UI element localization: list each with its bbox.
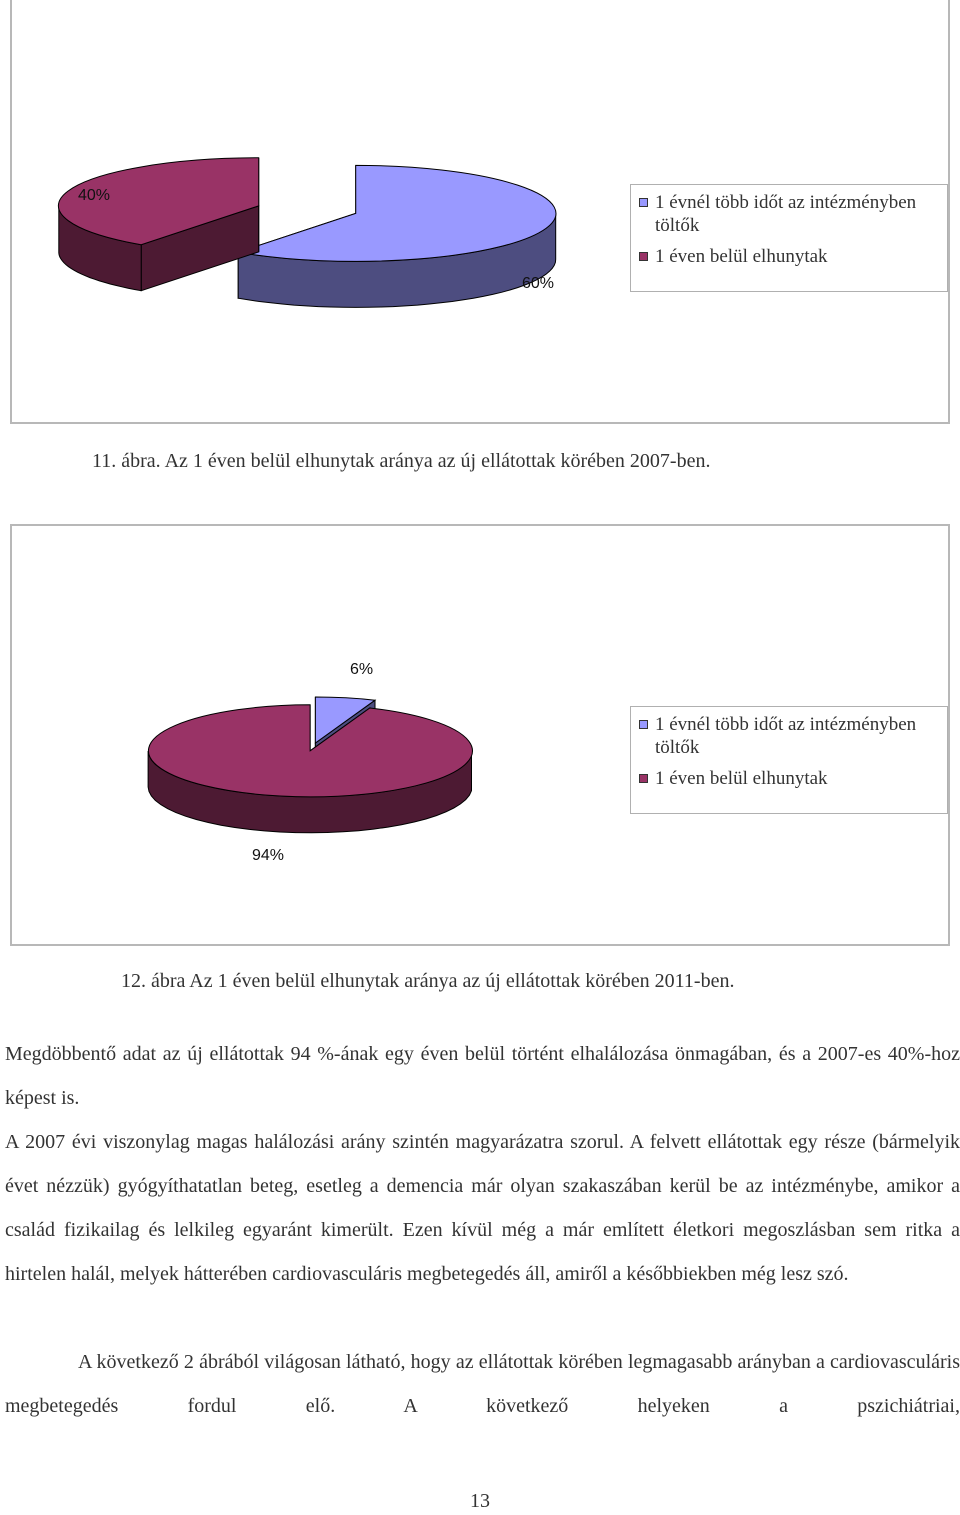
pie-slice-1-top: [148, 705, 472, 797]
legend-swatch-stayers: [639, 198, 648, 207]
legend-label-stayers: 1 évnél több időt az intézményben töltők: [655, 192, 917, 236]
legend-item-stayers: [639, 713, 941, 759]
legend-fig11: [630, 184, 948, 292]
legend-swatch-deceased: [639, 774, 648, 783]
pie2-label-deceased: 94%: [252, 847, 285, 864]
paragraph-3: A következő 2 ábrából világosan látható, hogy az ellátottak körében legmagasabb arányban a cardiovasculáris megbetegedés fordul elő. A következő helyeken a pszichiátriai,: [5, 1351, 960, 1417]
page-number: 13: [470, 1490, 490, 1512]
legend-fig12: [630, 706, 948, 814]
pie1-label-stayers: 60%: [522, 275, 555, 292]
caption-fig11: 11. ábra. Az 1 éven belül elhunytak aránya az új ellátottak körében 2007-ben.: [92, 450, 711, 472]
paragraph-1: Megdöbbentő adat az új ellátottak 94 %-ának egy éven belül történt elhalálozása önmagában, és a 2007-es 40%-hoz képest is.: [5, 1043, 960, 1109]
legend-swatch-stayers: [639, 720, 648, 729]
legend-label-deceased: 1 éven belül elhunytak: [655, 246, 828, 267]
pie2-label-stayers: 6%: [350, 661, 374, 678]
pie1-label-deceased: 40%: [78, 187, 111, 204]
legend-label-stayers: 1 évnél több időt az intézményben töltők: [655, 714, 917, 758]
legend-item-deceased: [639, 767, 941, 790]
legend-item-deceased: [639, 245, 941, 268]
chart-frame-fig11: [10, 0, 950, 424]
legend-swatch-deceased: [639, 252, 648, 261]
caption-fig12: 12. ábra Az 1 éven belül elhunytak aránya az új ellátottak körében 2011-ben.: [121, 970, 735, 992]
paragraph-2: A 2007 évi viszonylag magas halálozási arány szintén magyarázatra szorul. A felvett ellátottak egy része (bármelyik évet nézzük) gyógyíthatatlan beteg, esetleg a demencia már olyan szakaszában kerül be az intézménybe, amikor a család fizikailag és lelkileg egyaránt kimerült. Ezen kívül még a már említett életkori megoszlásban sem ritka a hirtelen halál, melyek hátterében cardiovasculáris megbetegedés áll, amiről a későbbiekben még lesz szó.: [5, 1131, 960, 1285]
legend-item-stayers: [639, 191, 941, 237]
legend-label-deceased: 1 éven belül elhunytak: [655, 768, 828, 789]
chart-frame-fig12: [10, 524, 950, 946]
